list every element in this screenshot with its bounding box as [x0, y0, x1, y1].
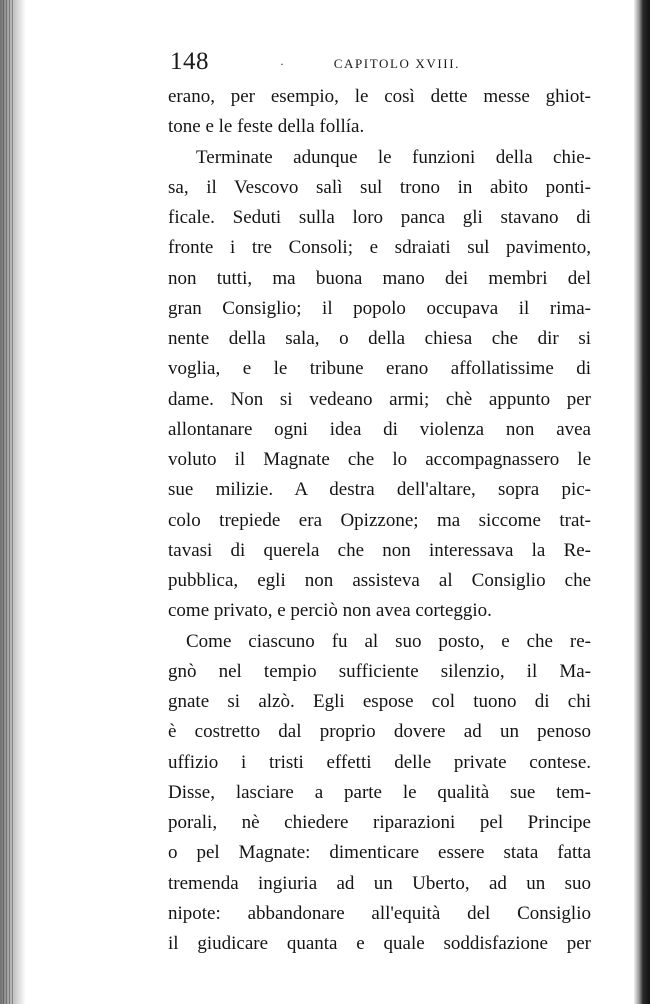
- text-line: gran Consiglio; il popolo occupava il rima-: [168, 297, 591, 319]
- text-line: fronte i tre Consoli; e sdraiati sul pavimento,: [168, 237, 591, 259]
- text-line: come privato, e perciò non avea corteggio.: [168, 600, 492, 622]
- text-line: dame. Non si vedeano armi; chè appunto per: [168, 388, 591, 410]
- text-line: voglia, e le tribune erano affollatissime di: [168, 358, 591, 380]
- text-line: gnò nel tempio sufficiente silenzio, il Ma-: [168, 660, 591, 682]
- paragraph-first-line: Terminate adunque le funzioni della chie-: [196, 146, 591, 168]
- text-line: tavasi di querela che non interessava la Re-: [168, 539, 591, 561]
- text-line: pubblica, egli non assisteva al Consiglio che: [168, 570, 591, 591]
- text-line: ficale. Seduti sulla loro panca gli stavano di: [168, 207, 591, 228]
- text-line: non tutti, ma buona mano dei membri del: [168, 267, 591, 289]
- text-line: erano, per esempio, le così dette messe ghiot-: [168, 86, 591, 107]
- text-line: sue milizie. A destra dell'altare, sopra pic-: [168, 479, 591, 501]
- text-line: il giudicare quanta e quale soddisfazione per: [168, 933, 591, 954]
- text-line: allontanare ogni idea di violenza non avea: [168, 418, 591, 440]
- text-line: tremenda ingiuria ad un Uberto, ad un suo: [168, 872, 591, 894]
- text-line: nente della sala, o della chiesa che dir si: [168, 328, 591, 349]
- page-edge-shadow: [634, 0, 650, 1004]
- text-line: porali, nè chiedere riparazioni pel Principe: [168, 812, 591, 833]
- paragraph-first-line: Come ciascuno fu al suo posto, e che re-: [186, 630, 591, 652]
- text-line: tone e le feste della follía.: [168, 116, 365, 138]
- text-line: uffizio i tristi effetti delle private contese.: [168, 751, 591, 773]
- body-text: [168, 82, 591, 959]
- text-line: nipote: abbandonare all'equità del Consiglio: [168, 902, 591, 924]
- page-binding-shadow: [0, 0, 26, 1004]
- text-line: Disse, lasciare a parte le qualità sue tem-: [168, 781, 591, 803]
- page-number: 148: [170, 48, 209, 75]
- text-line: colo trepiede era Opizzone; ma siccome trat-: [168, 509, 591, 531]
- text-line: è costretto dal proprio dovere ad un penoso: [168, 721, 591, 743]
- running-head: [170, 48, 460, 78]
- text-line: gnate si alzò. Egli espose col tuono di chi: [168, 691, 591, 712]
- text-line: voluto il Magnate che lo accompagnassero le: [168, 449, 591, 470]
- text-line: sa, il Vescovo salì sul trono in abito ponti-: [168, 176, 591, 198]
- text-line: o pel Magnate: dimenticare essere stata fatta: [168, 842, 591, 864]
- chapter-title: CAPITOLO XVIII.: [333, 56, 460, 71]
- running-head-separator: ·: [280, 57, 284, 71]
